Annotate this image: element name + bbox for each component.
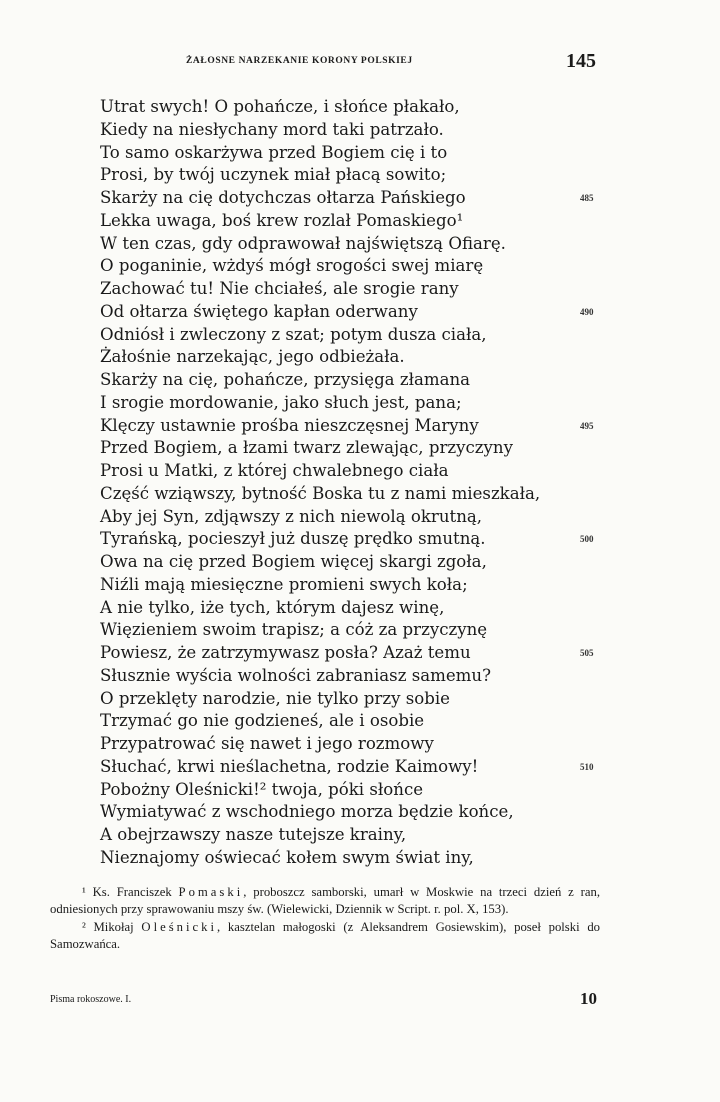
poem-line — [100, 506, 620, 529]
poem-line — [100, 665, 620, 688]
footnotes — [50, 884, 600, 953]
poem-line — [100, 847, 620, 870]
line-number: 510 — [580, 761, 594, 772]
poem-line-text: Utrat swych! O pohańcze, i słońce płakało, — [100, 97, 460, 116]
poem-line-text: Część wziąwszy, bytność Boska tu z nami mieszkała, — [100, 483, 541, 503]
poem-line — [100, 187, 620, 210]
poem-line-text: Słuchać, krwi nieślachetna, rodzie Kaimowy! — [100, 756, 479, 776]
page-number: 145 — [566, 50, 596, 72]
poem-line — [100, 779, 620, 802]
poem-text — [100, 96, 620, 870]
poem-line-text: Skarży na cię dotychczas ołtarza Pańskiego — [100, 188, 466, 207]
poem-line-text: Nieznajomy oświecać kołem swym świat iny, — [100, 847, 474, 867]
poem-line-text: Żałośnie narzekając, jego odbieżała. — [100, 347, 405, 367]
poem-line — [100, 142, 620, 165]
poem-line — [100, 801, 620, 824]
poem-line-text: Powiesz, że zatrzymywasz posła? Azaż temu — [100, 643, 471, 662]
page-footer — [50, 989, 600, 1014]
printer-signature: Pisma rokoszowe. I. — [50, 994, 132, 1005]
poem-line-text: Zachować tu! Nie chciałeś, ale srogie rany — [100, 279, 459, 298]
poem-line-text: Słusznie wyścia wolności zabraniasz samemu? — [100, 665, 491, 685]
poem-line-text: A nie tylko, iże tych, którym dajesz winę, — [100, 597, 445, 617]
poem-line-text: Lekka uwaga, boś krew rozlał Pomaskiego¹ — [100, 210, 464, 230]
poem-line — [100, 710, 620, 733]
line-number: 485 — [580, 193, 594, 203]
poem-line — [100, 210, 620, 233]
footnote-marker: ² — [82, 919, 86, 934]
page-header — [0, 52, 720, 72]
poem-line — [100, 278, 620, 301]
running-head: ŻAŁOSNE NARZEKANIE KORONY POLSKIEJ — [186, 56, 413, 66]
poem-line — [100, 551, 620, 574]
sheet-number: 10 — [580, 989, 597, 1008]
poem-line-text: To samo oskarżywa przed Bogiem cię i to — [100, 142, 448, 162]
poem-line-text: Przed Bogiem, a łzami twarz zlewając, przyczyny — [100, 438, 513, 458]
footnote-name: Mikołaj — [93, 919, 134, 934]
poem-line — [100, 255, 620, 278]
poem-line — [100, 574, 620, 597]
poem-line-text: Owa na cię przed Bogiem więcej skargi zgoła, — [100, 552, 487, 571]
poem-line-text: Wymiatywać z wschodniego morza będzie końce, — [100, 802, 514, 822]
poem-line-text: Aby jej Syn, zdjąwszy z nich niewolą okrutną, — [100, 506, 483, 526]
poem-line — [100, 301, 620, 324]
poem-line-text: Klęczy ustawnie prośba nieszczęsnej Maryny — [100, 415, 479, 435]
poem-line — [100, 119, 620, 142]
footnote-spaced-name: Pomaski — [178, 885, 244, 899]
poem-line-text: Przypatrować się nawet i jego rozmowy — [100, 734, 434, 753]
poem-line — [100, 346, 620, 369]
poem-line-text: Niźli mają miesięczne promieni swych koła; — [100, 574, 468, 594]
poem-line-text: Tyrańską, pocieszył już duszę prędko smutną. — [100, 529, 486, 549]
poem-line-text: Skarży na cię, pohańcze, przysięga złamana — [100, 370, 471, 389]
footnote-name: Ks. Franciszek — [92, 885, 172, 899]
poem-line-text: Więzieniem swoim trapisz; a cóż za przyczynę — [100, 620, 488, 640]
poem-line — [100, 597, 620, 620]
poem-line — [100, 642, 620, 665]
poem-line — [100, 415, 620, 438]
poem-line-text: Trzymać go nie godzieneś, ale i osobie — [100, 711, 425, 731]
footnote-text: , proboszcz samborski, umarł w Moskwie na trzeci dzień z ran, odniesionych przy sprawowaniu mszy św. (Wielewicki, Dziennik w Script. r. pol. X, 153). — [50, 885, 601, 917]
poem-line-text: W ten czas, gdy odprawował najświętszą Ofiarę. — [100, 233, 506, 253]
line-number: 500 — [580, 534, 594, 545]
poem-line-text: Prosi u Matki, z której chwalebnego ciała — [100, 461, 449, 480]
poem-line — [100, 733, 620, 756]
poem-line — [100, 369, 620, 392]
poem-line-text: O przeklęty narodzie, nie tylko przy sobie — [100, 688, 451, 708]
footnote-text: , kasztelan małogoski (z Aleksandrem Gosiewskim), poseł polski do Samozwańca. — [50, 919, 601, 951]
footnote-marker: ¹ — [82, 885, 86, 899]
poem-line-text: A obejrzawszy nasze tutejsze krainy, — [100, 825, 407, 844]
poem-line — [100, 528, 620, 551]
poem-line-text: Prosi, by twój uczynek miał płacą sowito; — [100, 165, 447, 185]
footnote-spaced-name: Oleśnicki — [141, 919, 218, 934]
footnote-2 — [50, 919, 600, 954]
poem-line-text: Od ołtarza świętego kapłan oderwany — [100, 301, 418, 321]
poem-line — [100, 437, 620, 460]
poem-line-text: Pobożny Oleśnicki!² twoja, póki słońce — [100, 779, 424, 799]
poem-line — [100, 324, 620, 347]
poem-line-text: I srogie mordowanie, jako słuch jest, pana; — [100, 392, 462, 412]
poem-line — [100, 96, 620, 119]
poem-line-text: Kiedy na niesłychany mord taki patrzało. — [100, 119, 444, 139]
poem-line-text: O poganinie, wżdyś mógł srogości swej miarę — [100, 256, 484, 276]
poem-line — [100, 688, 620, 711]
line-number: 505 — [580, 648, 594, 658]
poem-line — [100, 233, 620, 256]
poem-line — [100, 824, 620, 847]
poem-line — [100, 756, 620, 779]
poem-line — [100, 392, 620, 415]
line-number: 495 — [580, 420, 594, 431]
footnote-1 — [50, 884, 600, 919]
line-number: 490 — [580, 306, 594, 317]
poem-line-text: Odniósł i zwleczony z szat; potym dusza ciała, — [100, 324, 487, 344]
poem-line — [100, 483, 620, 506]
poem-line — [100, 619, 620, 642]
poem-line — [100, 164, 620, 187]
poem-line — [100, 460, 620, 483]
